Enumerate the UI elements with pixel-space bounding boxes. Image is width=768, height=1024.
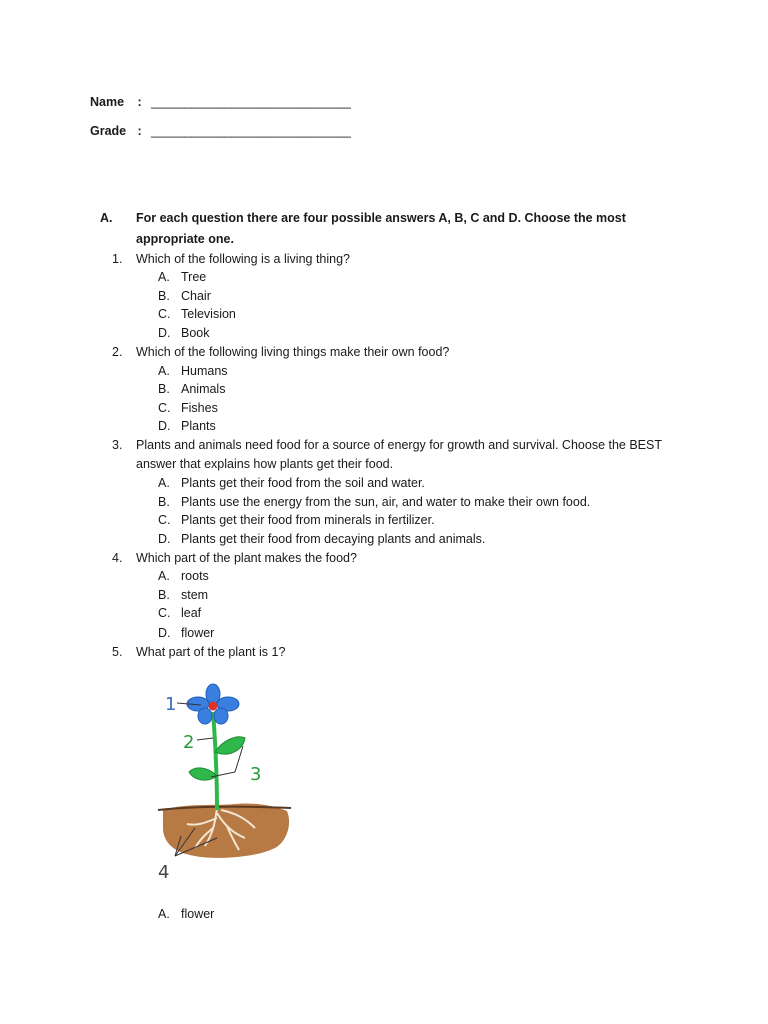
section-instruction-text: For each question there are four possible answers A, B, C and D. Choose the most appropriate one. bbox=[136, 211, 626, 246]
option-text: Humans bbox=[181, 364, 228, 378]
option-letter: C. bbox=[158, 513, 171, 527]
option-4d[interactable] bbox=[158, 624, 214, 643]
question-number: 1. bbox=[112, 252, 123, 266]
question-number: 3. bbox=[112, 438, 123, 452]
option-text: Fishes bbox=[181, 401, 218, 415]
question-text: Which of the following living things make their own food? bbox=[136, 345, 450, 359]
option-letter: A. bbox=[158, 907, 170, 921]
question-text: Which part of the plant makes the food? bbox=[136, 551, 357, 565]
grade-field-row bbox=[90, 124, 351, 138]
option-letter: C. bbox=[158, 606, 171, 620]
option-text: Chair bbox=[181, 289, 211, 303]
option-4a[interactable] bbox=[158, 567, 209, 586]
option-letter: B. bbox=[158, 495, 170, 509]
option-1c[interactable] bbox=[158, 305, 236, 324]
option-letter: B. bbox=[158, 382, 170, 396]
option-1d[interactable] bbox=[158, 324, 210, 343]
grade-blank[interactable]: ______________________________ bbox=[150, 124, 351, 138]
option-text: roots bbox=[181, 569, 209, 583]
option-letter: C. bbox=[158, 401, 171, 415]
name-field-row bbox=[90, 95, 351, 109]
option-text: Animals bbox=[181, 382, 226, 396]
option-text: flower bbox=[181, 626, 215, 640]
option-letter: D. bbox=[158, 326, 171, 340]
option-text: Plants get their food from the soil and water. bbox=[181, 476, 425, 490]
option-letter: A. bbox=[158, 270, 170, 284]
name-label: Name bbox=[90, 95, 125, 109]
option-text: Book bbox=[181, 326, 210, 340]
option-2d[interactable] bbox=[158, 417, 216, 436]
option-5a[interactable] bbox=[158, 905, 214, 924]
question-number: 4. bbox=[112, 551, 123, 565]
option-text: Plants use the energy from the sun, air, and water to make their own food. bbox=[181, 495, 591, 509]
option-letter: D. bbox=[158, 626, 171, 640]
section-letter: A. bbox=[100, 211, 113, 225]
leaf-left bbox=[189, 768, 217, 780]
option-4c[interactable] bbox=[158, 604, 201, 623]
option-letter: A. bbox=[158, 476, 170, 490]
option-2c[interactable] bbox=[158, 399, 218, 418]
option-letter: D. bbox=[158, 532, 171, 546]
option-3d[interactable] bbox=[158, 530, 485, 549]
diagram-label-2: 2 bbox=[183, 732, 195, 753]
stem bbox=[213, 712, 217, 810]
question-number: 5. bbox=[112, 645, 123, 659]
option-3c[interactable] bbox=[158, 511, 435, 530]
option-text: Plants get their food from decaying plants and animals. bbox=[181, 532, 486, 546]
option-3a[interactable] bbox=[158, 474, 425, 493]
diagram-label-3: 3 bbox=[250, 764, 262, 785]
option-letter: D. bbox=[158, 419, 171, 433]
option-letter: A. bbox=[158, 364, 170, 378]
option-4b[interactable] bbox=[158, 586, 208, 605]
option-text: stem bbox=[181, 588, 209, 602]
plant-diagram bbox=[155, 678, 295, 883]
question-text: Which of the following is a living thing? bbox=[136, 252, 351, 266]
name-blank[interactable]: ______________________________ bbox=[150, 95, 351, 109]
question-number: 2. bbox=[112, 345, 123, 359]
option-text: Tree bbox=[181, 270, 207, 284]
name-colon: : bbox=[137, 95, 142, 109]
diagram-label-1: 1 bbox=[165, 694, 177, 715]
option-1b[interactable] bbox=[158, 287, 211, 306]
option-text: Plants get their food from minerals in fertilizer. bbox=[181, 513, 435, 527]
option-letter: B. bbox=[158, 588, 170, 602]
question-text: Plants and animals need food for a source of energy for growth and survival. Choose the BEST answer that explains how plants get their food. bbox=[136, 438, 662, 471]
option-text: Television bbox=[181, 307, 236, 321]
option-2a[interactable] bbox=[158, 362, 228, 381]
option-letter: C. bbox=[158, 307, 171, 321]
option-text: flower bbox=[181, 907, 215, 921]
diagram-label-4: 4 bbox=[158, 862, 170, 883]
option-text: Plants bbox=[181, 419, 216, 433]
leaf-right bbox=[215, 737, 245, 754]
grade-label: Grade bbox=[90, 124, 127, 138]
option-text: leaf bbox=[181, 606, 202, 620]
option-2b[interactable] bbox=[158, 380, 225, 399]
grade-colon: : bbox=[137, 124, 142, 138]
question-text: What part of the plant is 1? bbox=[136, 645, 286, 659]
option-1a[interactable] bbox=[158, 268, 206, 287]
option-3b[interactable] bbox=[158, 493, 590, 512]
option-letter: A. bbox=[158, 569, 170, 583]
flower-center bbox=[209, 702, 218, 711]
option-letter: B. bbox=[158, 289, 170, 303]
